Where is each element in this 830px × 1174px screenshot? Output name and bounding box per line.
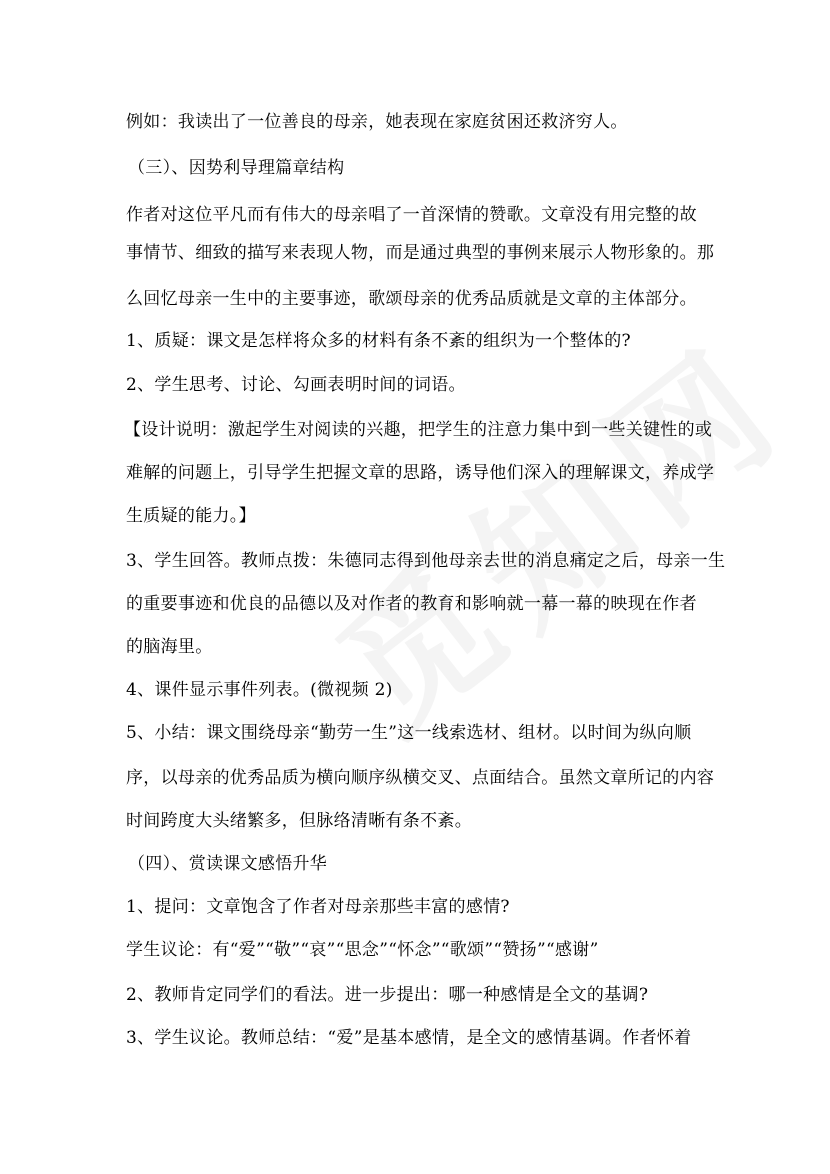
text-line: 作者对这位平凡而有伟大的母亲唱了一首深情的赞歌。文章没有用完整的故: [126, 205, 697, 225]
text-line: 序，以母亲的优秀品质为横向顺序纵横交叉、点面结合。虽然文章所记的内容: [126, 768, 715, 788]
text-line: 【设计说明：激起学生对阅读的兴趣，把学生的注意力集中到一些关键性的或: [124, 420, 713, 440]
text-line: 2、学生思考、讨论、勾画表明时间的词语。: [126, 375, 466, 395]
text-line: 事情节、细致的描写来表现人物，而是通过典型的事例来展示人物形象的。那: [126, 243, 715, 263]
section-heading: （四）、赏读课文感悟升华: [128, 854, 328, 874]
text-line: 3、学生议论。教师总结：“爱”是基本感情，是全文的感情基调。作者怀着: [126, 1028, 692, 1048]
text-line: 5、小结：课文围绕母亲“勤劳一生”这一线索选材、组材。以时间为纵向顺: [126, 723, 692, 743]
text-line: 的重要事迹和优良的品德以及对作者的教育和影响就一幕一幕的映现在作者: [126, 594, 697, 614]
text-line: 4、课件显示事件列表。(微视频 2): [126, 680, 393, 700]
text-line: 2、教师肯定同学们的看法。进一步提出：哪一种感情是全文的基调?: [126, 985, 649, 1005]
text-line: 3、学生回答。教师点拨：朱德同志得到他母亲去世的消息痛定之后，母亲一生: [126, 551, 726, 571]
section-heading: （三）、因势利导理篇章结构: [128, 158, 345, 178]
text-line: 时间跨度大头绪繁多，但脉络清晰有条不紊。: [126, 811, 472, 831]
text-line: 学生议论：有“爱”“敬”“哀”“思念”“怀念”“歌颂”“赞扬”“感谢”: [126, 940, 599, 960]
text-line: 生质疑的能力。】: [126, 506, 256, 526]
text-line: 例如：我读出了一位善良的母亲，她表现在家庭贫困还救济穷人。: [126, 112, 628, 132]
text-line: 1、质疑：课文是怎样将众多的材料有条不紊的组织为一个整体的?: [126, 331, 631, 351]
text-line: 1、提问：文章饱含了作者对母亲那些丰富的感情?: [126, 897, 510, 917]
text-line: 么回忆母亲一生中的主要事迹，歌颂母亲的优秀品质就是文章的主体部分。: [126, 289, 697, 309]
text-line: 难解的问题上，引导学生把握文章的思路，诱导他们深入的理解课文，养成学: [126, 463, 715, 483]
text-line: 的脑海里。: [126, 637, 213, 657]
